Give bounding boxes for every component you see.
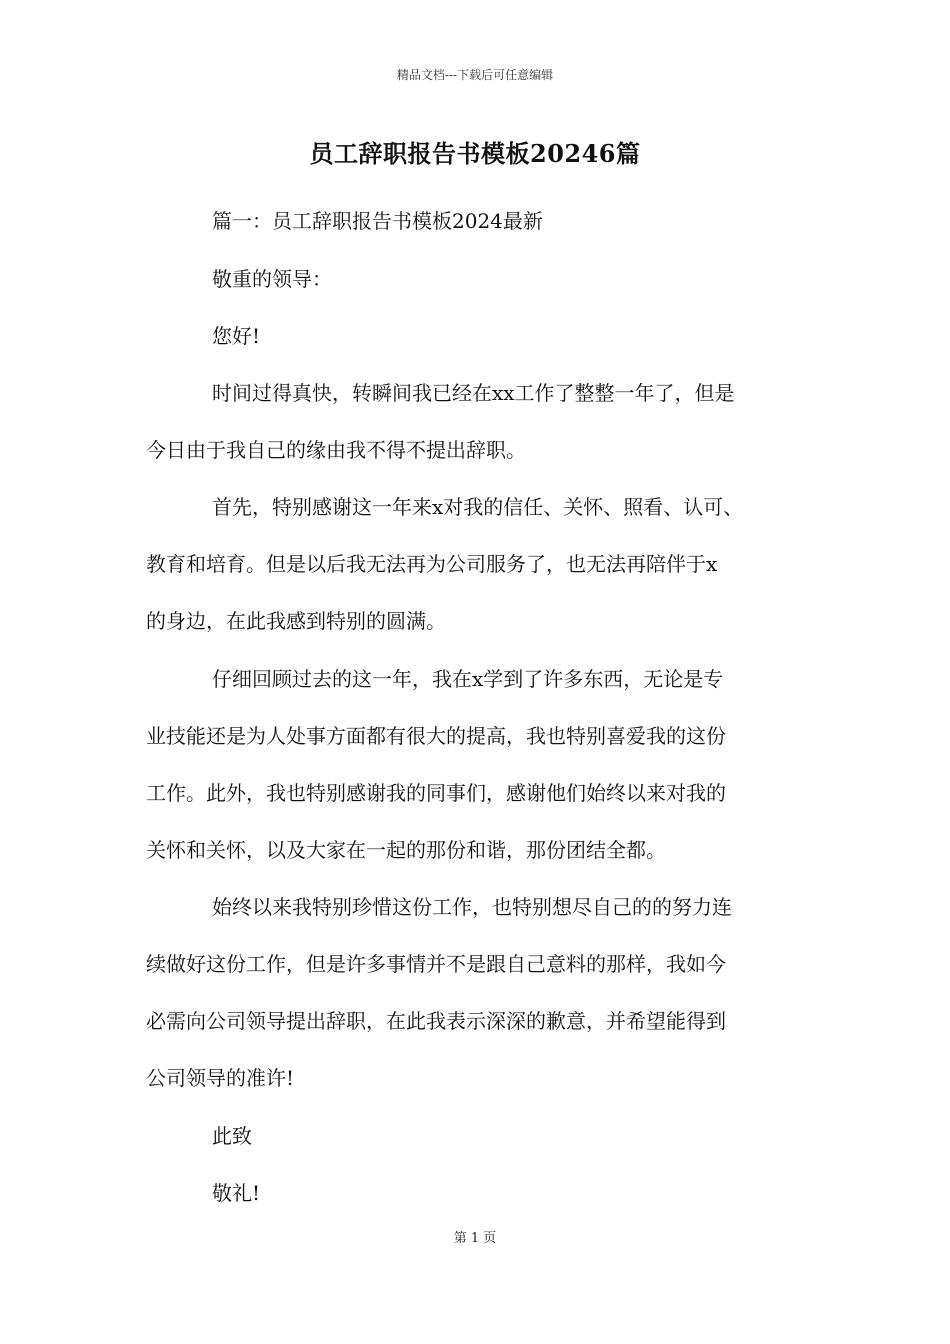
- paragraph-2-line-1: 首先，特别感谢这一年来x对我的信任、关怀、照看、认可、: [212, 495, 744, 519]
- paragraph-4-line-1: 始终以来我特别珍惜这份工作，也特别想尽自己的的努力连: [212, 895, 732, 919]
- closing-line-2: 敬礼!: [212, 1181, 261, 1205]
- paragraph-1-line-2: 今日由于我自己的缘由我不得不提出辞职。: [146, 438, 526, 462]
- paragraph-1-line-1: 时间过得真快，转瞬间我已经在xx工作了整整一年了，但是: [212, 381, 735, 405]
- document-title: 员工辞职报告书模板20246篇: [309, 139, 641, 168]
- paragraph-4-line-4: 公司领导的准许!: [146, 1066, 295, 1090]
- greeting: 您好!: [212, 324, 261, 348]
- closing-line-1: 此致: [212, 1124, 252, 1148]
- salutation: 敬重的领导：: [212, 267, 332, 291]
- page-number: 第 1 页: [453, 1231, 497, 1246]
- paragraph-4-line-3: 必需向公司领导提出辞职，在此我表示深深的歉意，并希望能得到: [146, 1009, 726, 1033]
- paragraph-2-line-2: 教育和培育。但是以后我无法再为公司服务了，也无法再陪伴于x: [146, 552, 718, 576]
- paragraph-3-line-4: 关怀和关怀，以及大家在一起的那份和谐，那份团结全都。: [146, 838, 666, 862]
- paragraph-3-line-2: 业技能还是为人处事方面都有很大的提高，我也特别喜爱我的这份: [146, 724, 726, 748]
- paragraph-3-line-1: 仔细回顾过去的这一年，我在x学到了许多东西，无论是专: [212, 667, 724, 691]
- paragraph-4-line-2: 续做好这份工作，但是许多事情并不是跟自己意料的那样，我如今: [146, 952, 726, 976]
- page-header: 精品文档---下载后可任意编辑: [396, 68, 554, 82]
- section-heading: 篇一：员工辞职报告书模板2024最新: [212, 209, 543, 233]
- paragraph-3-line-3: 工作。此外，我也特别感谢我的同事们，感谢他们始终以来对我的: [146, 781, 726, 805]
- paragraph-2-line-3: 的身边，在此我感到特别的圆满。: [146, 609, 446, 633]
